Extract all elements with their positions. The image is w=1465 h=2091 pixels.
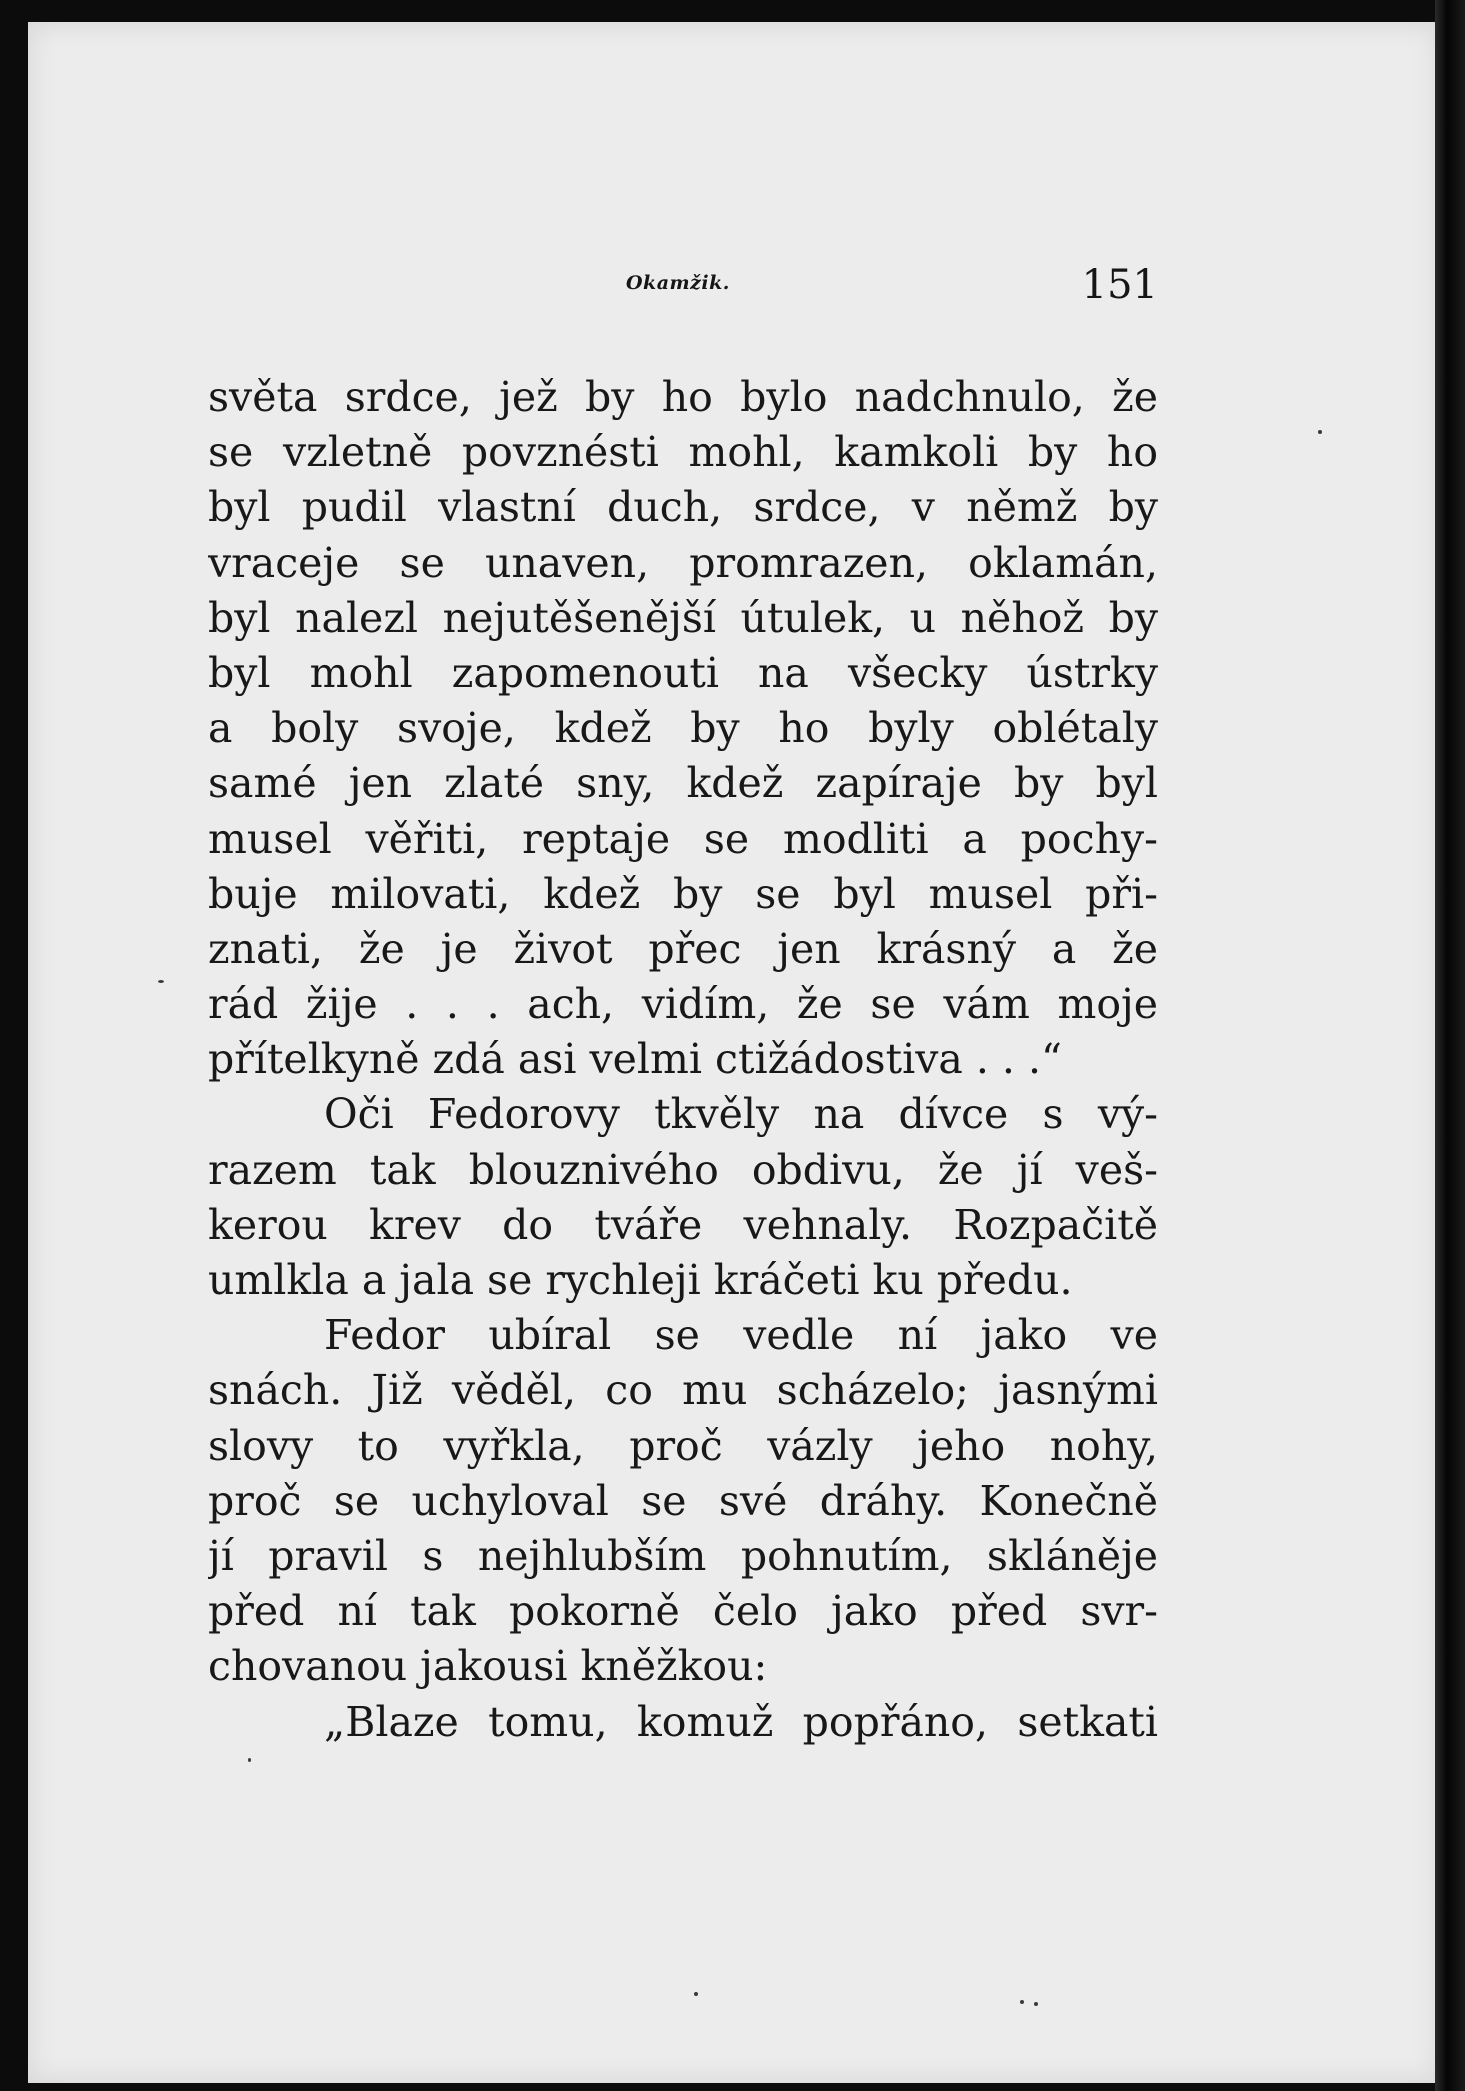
page-header xyxy=(208,262,1158,322)
page-edge-shadow xyxy=(1435,0,1465,2091)
body-text xyxy=(208,370,1158,1750)
text-line: byl nalezl nejutěšenější útulek, u něhož by xyxy=(208,593,1158,642)
text-line: buje milovati, kdež by se byl musel při- xyxy=(208,869,1158,918)
page-number: 151 xyxy=(1081,262,1158,308)
text-line: byl mohl zapomenouti na všecky ústrky xyxy=(208,648,1158,697)
text-line: umlkla a jala se rychleji kráčeti ku předu. xyxy=(208,1256,1073,1304)
paper-speck xyxy=(248,1758,251,1762)
text-line: byl pudil vlastní duch, srdce, v němž by xyxy=(208,483,1158,532)
paper-speck xyxy=(1034,2002,1038,2006)
paper-speck xyxy=(1318,430,1322,434)
text-line: vraceje se unaven, promrazen, oklamán, xyxy=(208,538,1158,587)
paper-speck xyxy=(694,1992,698,1996)
text-line: chovanou jakousi kněžkou: xyxy=(208,1642,768,1691)
paper-speck xyxy=(1020,2000,1024,2004)
text-line: jí pravil s nejhlubším pohnutím, skláněje xyxy=(208,1531,1158,1580)
text-line: Fedor ubíral se vedle ní jako ve xyxy=(324,1311,1158,1360)
text-line: razem tak blouznivého obdivu, že jí veš- xyxy=(208,1145,1158,1194)
text-line: se vzletně povznésti mohl, kamkoli by ho xyxy=(208,428,1158,477)
text-line: a boly svoje, kdež by ho byly oblétaly xyxy=(208,704,1158,753)
text-line: slovy to vyřkla, proč vázly jeho nohy, xyxy=(208,1421,1158,1470)
text-line: snách. Již věděl, co mu scházelo; jasnými xyxy=(208,1366,1158,1415)
text-line: před ní tak pokorně čelo jako před svr- xyxy=(208,1587,1158,1636)
text-line: přítelkyně zdá asi velmi ctižádostiva . . .“ xyxy=(208,1035,1062,1084)
text-line: proč se uchyloval se své dráhy. Konečně xyxy=(208,1476,1158,1525)
text-line: světa srdce, jež by ho bylo nadchnulo, že xyxy=(208,373,1158,421)
text-line: „Blaze tomu, komuž popřáno, setkati xyxy=(324,1697,1158,1746)
text-line: znati, že je život přec jen krásný a že xyxy=(208,924,1158,973)
running-title: Okamžik. xyxy=(626,272,730,294)
text-line: Oči Fedorovy tkvěly na dívce s vý- xyxy=(324,1090,1158,1139)
text-line: rád žije . . . ach, vidím, že se vám moje xyxy=(208,980,1158,1029)
text-line: samé jen zlaté sny, kdež zapíraje by byl xyxy=(208,759,1158,808)
paper-speck xyxy=(158,980,164,983)
text-line: musel věřiti, reptaje se modliti a pochy- xyxy=(208,814,1158,863)
text-line: kerou krev do tváře vehnaly. Rozpačitě xyxy=(208,1200,1158,1249)
